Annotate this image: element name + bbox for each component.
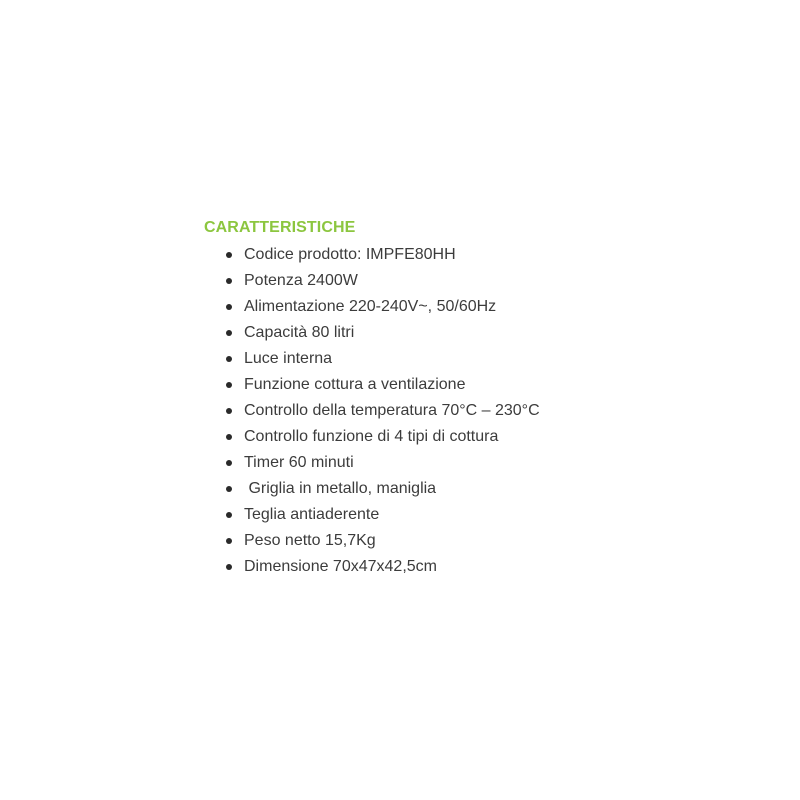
- feature-text: Dimensione 70x47x42,5cm: [244, 558, 437, 575]
- feature-text: Controllo funzione di 4 tipi di cottura: [244, 428, 499, 445]
- bullet-icon: [226, 252, 232, 258]
- feature-item: [204, 502, 764, 528]
- bullet-icon: [226, 434, 232, 440]
- feature-item: [204, 476, 764, 502]
- bullet-icon: [226, 538, 232, 544]
- feature-text: Peso netto 15,7Kg: [244, 532, 376, 549]
- bullet-icon: [226, 356, 232, 362]
- feature-item: [204, 528, 764, 554]
- feature-text: Potenza 2400W: [244, 272, 358, 289]
- feature-text: Codice prodotto: IMPFE80HH: [244, 246, 456, 263]
- features-list: [204, 242, 764, 580]
- bullet-icon: [226, 278, 232, 284]
- feature-item: [204, 398, 764, 424]
- feature-item: [204, 450, 764, 476]
- feature-item: [204, 320, 764, 346]
- feature-text: Alimentazione 220-240V~, 50/60Hz: [244, 298, 497, 315]
- features-heading: CARATTERISTICHE: [204, 219, 356, 236]
- feature-text: Griglia in metallo, maniglia: [244, 480, 437, 497]
- feature-text: Controllo della temperatura 70°C – 230°C: [244, 402, 540, 419]
- feature-text: Funzione cottura a ventilazione: [244, 376, 466, 393]
- feature-text: Timer 60 minuti: [244, 454, 354, 471]
- feature-item: [204, 372, 764, 398]
- features-section: [204, 216, 764, 580]
- bullet-icon: [226, 460, 232, 466]
- feature-item: [204, 424, 764, 450]
- feature-item: [204, 268, 764, 294]
- bullet-icon: [226, 330, 232, 336]
- feature-item: [204, 554, 764, 580]
- feature-text: Teglia antiaderente: [244, 506, 380, 523]
- bullet-icon: [226, 382, 232, 388]
- bullet-icon: [226, 512, 232, 518]
- feature-item: [204, 346, 764, 372]
- bullet-icon: [226, 408, 232, 414]
- bullet-icon: [226, 304, 232, 310]
- feature-text: Luce interna: [244, 350, 333, 367]
- feature-item: [204, 242, 764, 268]
- feature-text: Capacità 80 litri: [244, 324, 355, 341]
- bullet-icon: [226, 564, 232, 570]
- feature-item: [204, 294, 764, 320]
- bullet-icon: [226, 486, 232, 492]
